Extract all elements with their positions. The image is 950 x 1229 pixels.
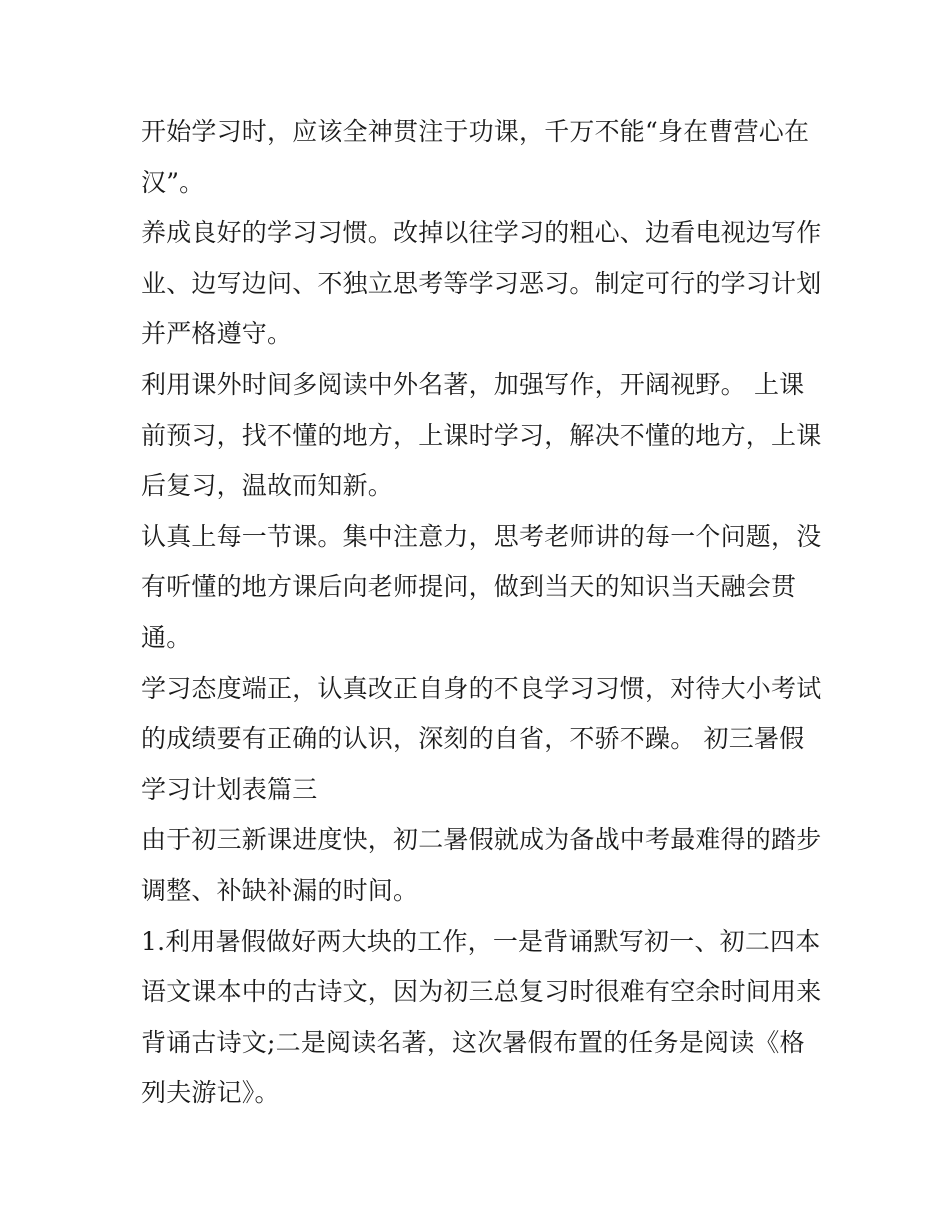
text-line: 并严格遵守。	[141, 319, 293, 349]
text-line: 汉”。	[141, 167, 205, 197]
text-line: 调整、补缺补漏的时间。	[141, 875, 419, 905]
text-line: 学习态度端正，认真改正自身的不良学习习惯，对待大小考试	[141, 673, 822, 703]
text-line: 有听懂的地方课后向老师提问，做到当天的知识当天融会贯	[141, 572, 797, 602]
text-line: 业、边写边问、不独立思考等学习恶习。制定可行的学习计划	[141, 268, 822, 298]
text-line: 前预习，找不懂的地方，上课时学习，解决不懂的地方，上课	[141, 420, 822, 450]
document-body	[141, 107, 821, 1119]
text-line: 的成绩要有正确的认识，深刻的自省，不骄不躁。 初三暑假	[141, 724, 805, 754]
text-line: 开始学习时，应该全神贯注于功课，千万不能“身在曹营心在	[141, 117, 810, 146]
text-line: 由于初三新课进度快，初二暑假就成为备战中考最难得的踏步	[141, 825, 822, 855]
text-line: 学习计划表篇三	[141, 774, 318, 804]
text-line: 1.利用暑假做好两大块的工作，一是背诵默写初一、初二四本	[141, 926, 821, 956]
text-line: 背诵古诗文;二是阅读名著，这次暑假布置的任务是阅读《格	[141, 1027, 805, 1057]
text-line: 语文课本中的古诗文，因为初三总复习时很难有空余时间用来	[141, 977, 822, 1007]
text-line: 后复习，温故而知新。	[141, 471, 394, 501]
text-line: 利用课外时间多阅读中外名著，加强写作，开阔视野。 上课	[141, 369, 805, 399]
text-line: 列夫游记》。	[141, 1078, 280, 1108]
text-line: 认真上每一节课。集中注意力，思考老师讲的每一个问题，没	[141, 521, 822, 551]
text-line: 养成良好的学习习惯。改掉以往学习的粗心、边看电视边写作	[141, 218, 822, 248]
text-line: 通。	[141, 622, 192, 652]
